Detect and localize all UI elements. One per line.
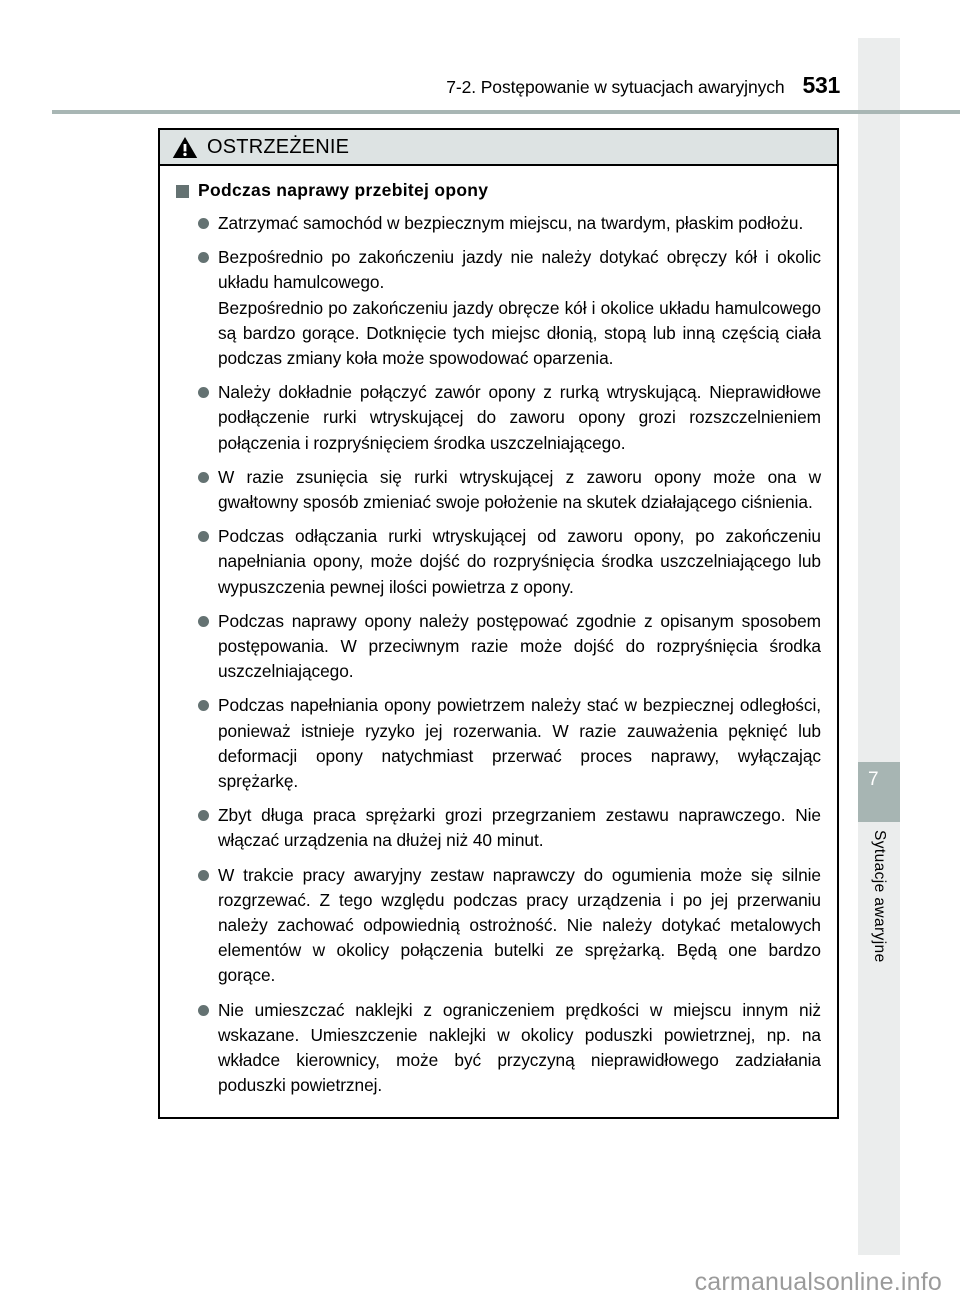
bullet-dot-icon [198,1005,209,1016]
bullet-dot-icon [198,218,209,229]
bullet-dot-icon [198,387,209,398]
warning-box-header [160,130,837,166]
chapter-name-vertical [858,822,900,1082]
page-header [0,72,858,100]
warning-box [158,128,839,1119]
list-item-text: Podczas napełniania opony powietrzem należy stać w bezpiecznej odległości, ponieważ istnieje ryzyko jej rozerwania. W razie zauważenia pęknięć lub deformacji opony natychmiast przerwać proces naprawy, wyłączając sprężarkę. [218,695,821,792]
bullet-dot-icon [198,616,209,627]
bullet-dot-icon [198,252,209,263]
list-item [198,380,821,456]
square-marker-icon [176,185,189,198]
list-item-text: Podczas naprawy opony należy postępować zgodnie z opisanym sposobem postępowania. W przeciwnym razie może dojść do rozpryśnięcia środka uszczelniającego. [218,610,821,682]
warning-label: OSTRZEŻENIE [207,135,350,158]
list-item [198,211,821,236]
warning-section-heading [176,180,821,201]
list-item [198,863,821,989]
chapter-number: 7 [868,769,879,790]
bullet-dot-icon [198,700,209,711]
warning-triangle-icon [172,136,198,159]
bullet-dot-icon [198,472,209,483]
warning-bullet-list [176,211,821,1099]
bullet-dot-icon [198,870,209,881]
list-item-text: Zbyt długa praca sprężarki grozi przegrzaniem zestawu naprawczego. Nie włączać urządzenia na dłużej niż 40 minut. [218,805,821,851]
list-item-text: Bezpośrednio po zakończeniu jazdy nie należy dotykać obręczy kół i okolic układu hamulcowego. [218,247,821,293]
watermark: carmanualsonline.info [694,1268,942,1296]
list-item [198,465,821,515]
warning-section-heading-label: Podczas naprawy przebitej opony [198,180,489,200]
list-item-subtext: Bezpośrednio po zakończeniu jazdy obręcze kół i okolice układu hamulcowego są bardzo gorące. Dotknięcie tych miejsc dłonią, stopą lub inną częścią ciała podczas zmiany koła może spowodować oparzenia. [218,297,821,369]
list-item-text: Podczas odłączania rurki wtryskującej od zaworu opony, po zakończeniu napełniania opony, może dojść do rozpryśnięcia środka uszczelniającego lub wypuszczenia pewnej ilości powietrza z opony. [218,526,821,597]
list-item-text-group [218,245,821,371]
bullet-dot-icon [198,531,209,542]
list-item-text: Zatrzymać samochód w bezpiecznym miejscu, na twardym, płaskim podłożu. [218,213,804,233]
list-item [198,998,821,1099]
page-number: 531 [802,72,840,98]
list-item-text: Należy dokładnie połączyć zawór opony z rurką wtryskującą. Nieprawidłowe podłączenie rurki wtryskującej do zaworu opony grozi rozszczelnieniem połączenia i rozpryśnięciem środka uszczelniającego. [218,382,821,453]
list-item-text: W trakcie pracy awaryjny zestaw naprawczy do ogumienia może się silnie rozgrzewać. Z tego względu podczas pracy urządzenia i po jej przerwaniu należy zachować odpowiednią ostrożność. Nie należy dotykać metalowych elementów w okolicy połączenia butelki ze sprężarką. Będą one bardzo gorące. [218,864,821,986]
list-item-text: Nie umieszczać naklejki z ograniczeniem prędkości w miejscu innym niż wskazane. Umieszczenie naklejki w okolicy poduszki powietrznej, np. na wkładce kierownicy, może być przyczyną nieprawidłowego zadziałania poduszki powietrznej. [218,999,821,1096]
list-item [198,609,821,685]
chapter-name-label: Sytuacje awaryjne [871,830,888,963]
bullet-dot-icon [198,810,209,821]
chapter-tab [858,762,900,822]
header-section-title: 7-2. Postępowanie w sytuacjach awaryjnych [446,77,785,97]
list-item [198,524,821,600]
warning-body [160,166,837,1117]
list-item [198,245,821,371]
header-divider-rule [52,110,960,114]
list-item [198,803,821,853]
list-item [198,693,821,794]
list-item-text: W razie zsunięcia się rurki wtryskującej z zaworu opony może ona w gwałtowny sposób zmieniać swoje położenie na skutek działającego ciśnienia. [218,466,821,513]
